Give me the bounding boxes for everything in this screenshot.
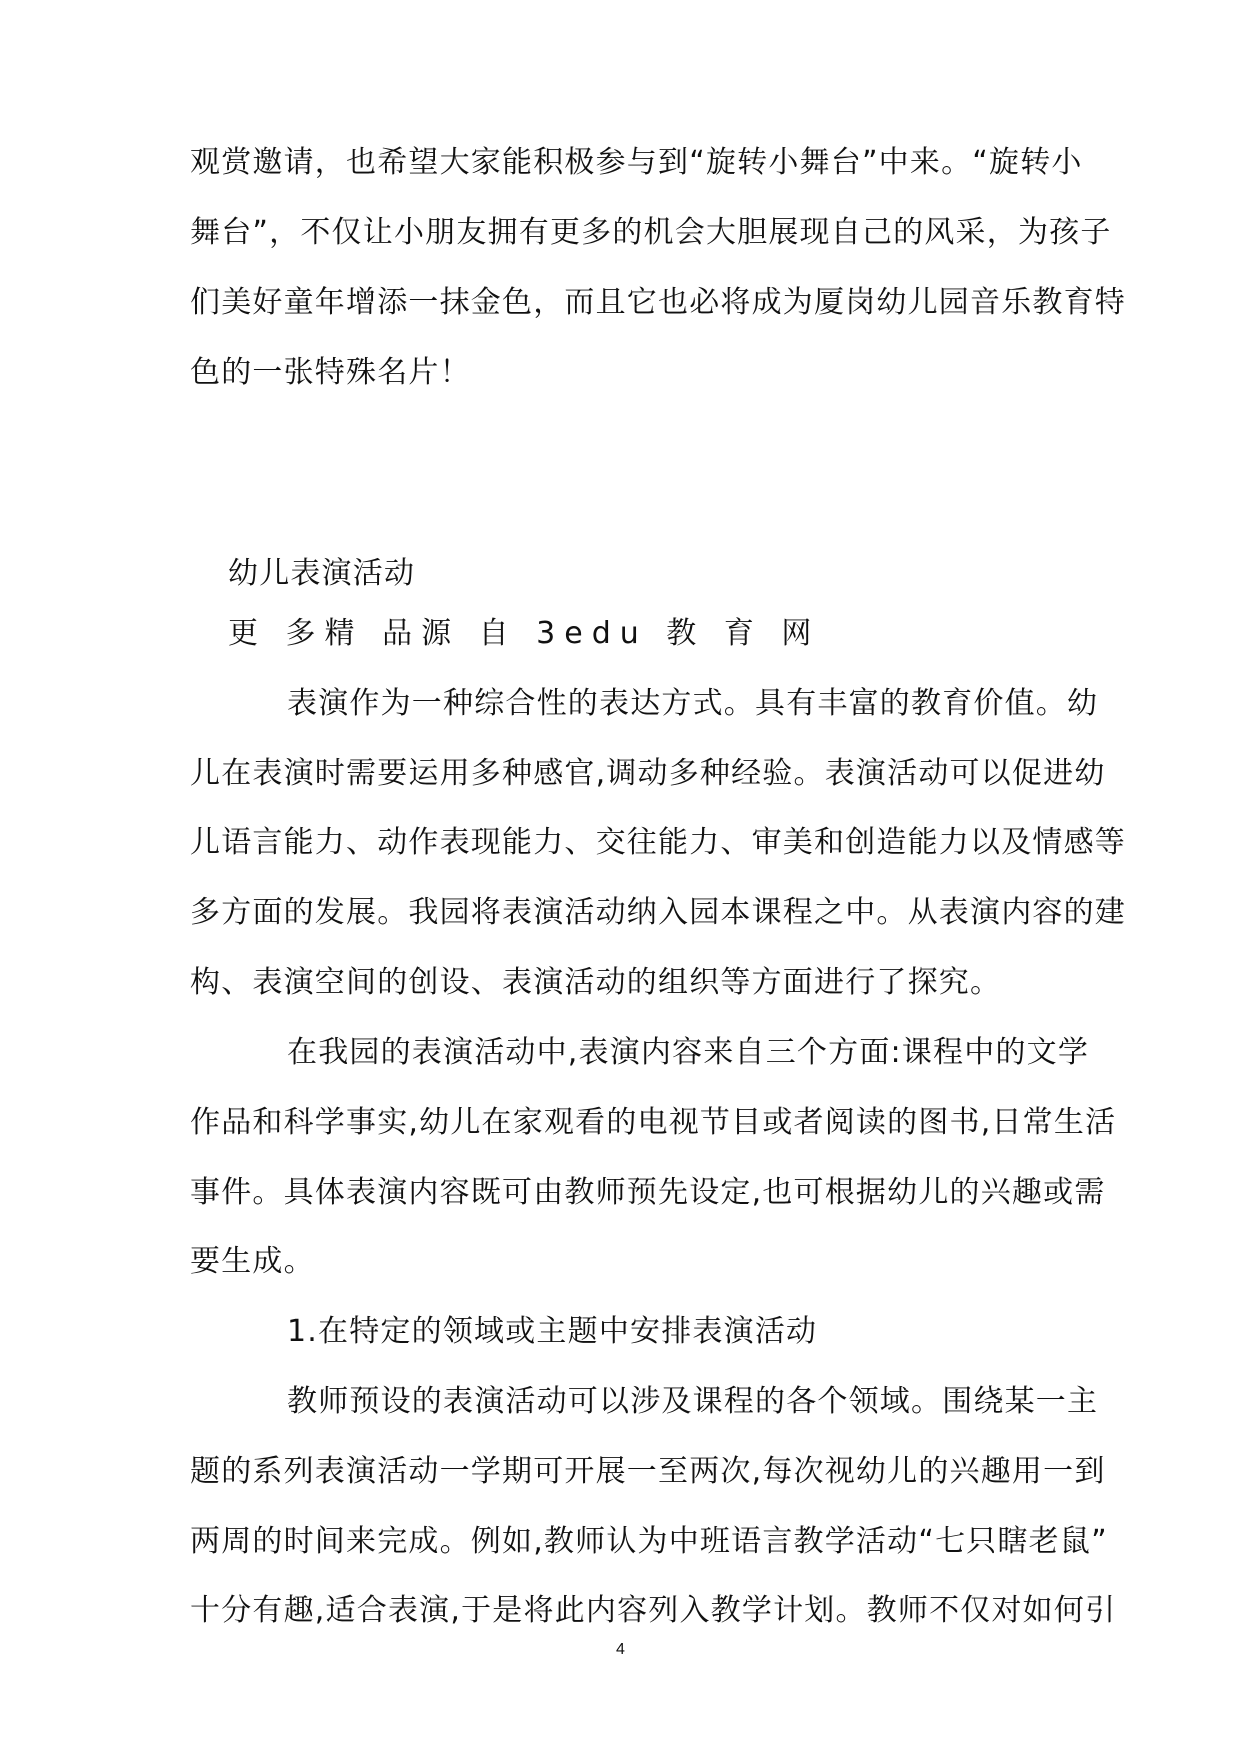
paragraph-line: 们美好童年增添一抹金色，而且它也必将成为厦岗幼儿园音乐教育特 (190, 285, 1126, 320)
paragraph-line: 两周的时间来完成。例如,教师认为中班语言教学活动“七只瞎老鼠” (190, 1524, 1108, 1559)
paragraph-line: 多方面的发展。我园将表演活动纳入园本课程之中。从表演内容的建 (190, 895, 1126, 930)
paragraph-line: 教师预设的表演活动可以涉及课程的各个领域。围绕某一主 (287, 1384, 1099, 1419)
paragraph-line: 在我园的表演活动中,表演内容来自三个方面:课程中的文学 (287, 1035, 1090, 1070)
paragraph-line: 观赏邀请，也希望大家能积极参与到“旋转小舞台”中来。“旋转小 (190, 145, 1083, 180)
paragraph-line: 十分有趣,适合表演,于是将此内容列入教学计划。教师不仅对如何引 (190, 1593, 1117, 1628)
paragraph-line: 表演作为一种综合性的表达方式。具有丰富的教育价值。幼 (287, 686, 1099, 721)
paragraph-line: 色的一张特殊名片！ (190, 355, 471, 390)
subsection-heading: 1.在特定的领域或主题中安排表演活动 (287, 1314, 818, 1349)
paragraph-line: 作品和科学事实,幼儿在家观看的电视节目或者阅读的图书,日常生活 (190, 1105, 1117, 1140)
section-heading: 幼儿表演活动 (228, 556, 416, 591)
paragraph-line: 舞台”，不仅让小朋友拥有更多的机会大胆展现自己的风采，为孩子 (190, 215, 1112, 250)
source-line: 更 多精 品源 自 3edu 教 育 网 (228, 616, 821, 651)
paragraph-line: 要生成。 (190, 1244, 315, 1279)
paragraph-line: 儿语言能力、动作表现能力、交往能力、审美和创造能力以及情感等 (190, 825, 1126, 860)
paragraph-line: 构、表演空间的创设、表演活动的组织等方面进行了探究。 (190, 965, 1002, 1000)
page-number: 4 (616, 1641, 625, 1658)
paragraph-line: 题的系列表演活动一学期可开展一至两次,每次视幼儿的兴趣用一到 (190, 1454, 1106, 1489)
paragraph-line: 事件。具体表演内容既可由教师预先设定,也可根据幼儿的兴趣或需 (190, 1175, 1106, 1210)
paragraph-line: 儿在表演时需要运用多种感官,调动多种经验。表演活动可以促进幼 (190, 756, 1106, 791)
